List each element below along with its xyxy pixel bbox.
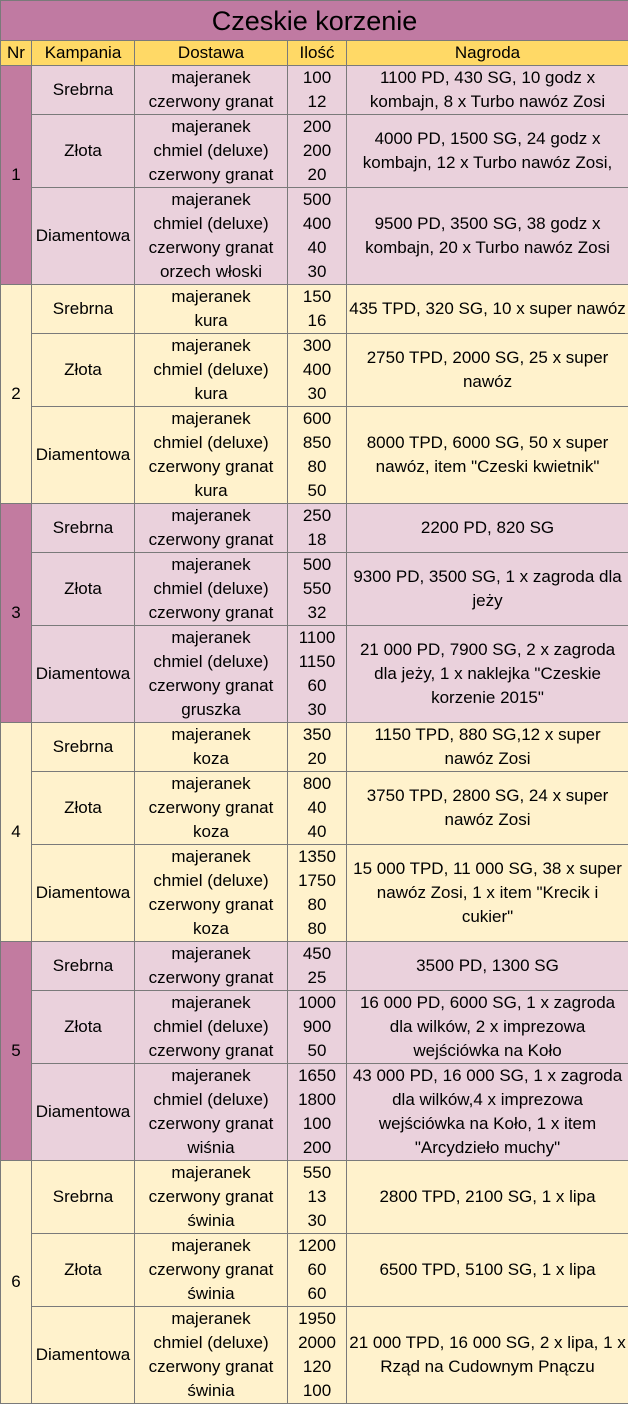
reward-text: 8000 TPD, 6000 SG, 50 x super nawóz, item "Czeski kwietnik" [347, 407, 628, 504]
table-row [1, 334, 628, 407]
delivery-item: majeranek [137, 845, 285, 869]
quantity-value: 400 [290, 212, 344, 236]
delivery-items [135, 626, 288, 723]
delivery-item: czerwony granat [137, 1258, 285, 1282]
reward-text: 2800 TPD, 2100 SG, 1 x lipa [347, 1161, 628, 1234]
table-title: Czeskie korzenie [1, 1, 628, 41]
table-row [1, 115, 628, 188]
delivery-item: chmiel (deluxe) [137, 139, 285, 163]
reward-text: 3750 TPD, 2800 SG, 24 x super nawóz Zosi [347, 772, 628, 845]
campaign-name: Srebrna [32, 723, 135, 772]
delivery-items [135, 723, 288, 772]
delivery-item: majeranek [137, 1234, 285, 1258]
quantity-value: 100 [290, 66, 344, 90]
quantity-value: 350 [290, 723, 344, 747]
reward-text: 6500 TPD, 5100 SG, 1 x lipa [347, 1234, 628, 1307]
campaign-name: Diamentowa [32, 1064, 135, 1161]
delivery-items [135, 553, 288, 626]
reward-text: 9300 PD, 3500 SG, 1 x zagroda dla jeży [347, 553, 628, 626]
reward-text: 15 000 TPD, 11 000 SG, 38 x super nawóz Zosi, 1 x item "Krecik i cukier" [347, 845, 628, 942]
delivery-quantities [288, 1234, 347, 1307]
quantity-value: 200 [290, 139, 344, 163]
quantity-value: 12 [290, 90, 344, 114]
delivery-item: świnia [137, 1209, 285, 1233]
delivery-items [135, 845, 288, 942]
table-row [1, 285, 628, 334]
delivery-item: majeranek [137, 553, 285, 577]
quantity-value: 80 [290, 893, 344, 917]
delivery-item: koza [137, 747, 285, 771]
delivery-items [135, 1161, 288, 1234]
quantity-value: 250 [290, 504, 344, 528]
delivery-item: koza [137, 820, 285, 844]
campaign-name: Diamentowa [32, 845, 135, 942]
delivery-item: czerwony granat [137, 966, 285, 990]
table-row [1, 188, 628, 285]
delivery-item: majeranek [137, 1064, 285, 1088]
reward-text: 1150 TPD, 880 SG,12 x super nawóz Zosi [347, 723, 628, 772]
delivery-item: kura [137, 382, 285, 406]
quantity-value: 80 [290, 455, 344, 479]
delivery-quantities [288, 1161, 347, 1234]
delivery-item: czerwony granat [137, 1355, 285, 1379]
delivery-item: czerwony granat [137, 674, 285, 698]
table-row [1, 1161, 628, 1234]
table-row [1, 723, 628, 772]
delivery-quantities [288, 942, 347, 991]
quantity-value: 30 [290, 698, 344, 722]
campaign-name: Złota [32, 115, 135, 188]
delivery-item: czerwony granat [137, 601, 285, 625]
quantity-value: 30 [290, 1209, 344, 1233]
table-row [1, 942, 628, 991]
quantity-value: 50 [290, 479, 344, 503]
delivery-item: majeranek [137, 942, 285, 966]
campaign-name: Diamentowa [32, 626, 135, 723]
quantity-value: 32 [290, 601, 344, 625]
quantity-value: 1950 [290, 1307, 344, 1331]
header-dostawa: Dostawa [135, 41, 288, 66]
delivery-quantities [288, 845, 347, 942]
table-row [1, 772, 628, 845]
delivery-quantities [288, 991, 347, 1064]
quantity-value: 18 [290, 528, 344, 552]
delivery-item: chmiel (deluxe) [137, 212, 285, 236]
quantity-value: 1100 [290, 626, 344, 650]
quantity-value: 450 [290, 942, 344, 966]
reward-text: 2200 PD, 820 SG [347, 504, 628, 553]
delivery-items [135, 1064, 288, 1161]
delivery-items [135, 991, 288, 1064]
table-row [1, 1307, 628, 1404]
delivery-item: czerwony granat [137, 1185, 285, 1209]
delivery-quantities [288, 1307, 347, 1404]
quantity-value: 900 [290, 1015, 344, 1039]
delivery-item: świnia [137, 1379, 285, 1403]
delivery-item: majeranek [137, 188, 285, 212]
table-row [1, 626, 628, 723]
quantity-value: 50 [290, 1039, 344, 1063]
header-nr: Nr [1, 41, 32, 66]
delivery-item: majeranek [137, 1307, 285, 1331]
quantity-value: 200 [290, 115, 344, 139]
delivery-item: czerwony granat [137, 455, 285, 479]
table-row [1, 1064, 628, 1161]
reward-text: 2750 TPD, 2000 SG, 25 x super nawóz [347, 334, 628, 407]
header-row [1, 41, 628, 66]
campaign-name: Srebrna [32, 285, 135, 334]
delivery-quantities [288, 772, 347, 845]
table-row [1, 991, 628, 1064]
campaign-name: Diamentowa [32, 188, 135, 285]
quantity-value: 150 [290, 285, 344, 309]
group-number: 4 [1, 723, 32, 942]
delivery-item: majeranek [137, 1161, 285, 1185]
reward-text: 435 TPD, 320 SG, 10 x super nawóz [347, 285, 628, 334]
delivery-item: chmiel (deluxe) [137, 1331, 285, 1355]
campaign-name: Diamentowa [32, 407, 135, 504]
quantity-value: 300 [290, 334, 344, 358]
delivery-item: chmiel (deluxe) [137, 1088, 285, 1112]
campaign-name: Złota [32, 1234, 135, 1307]
delivery-items [135, 1234, 288, 1307]
delivery-item: chmiel (deluxe) [137, 577, 285, 601]
quantity-value: 40 [290, 796, 344, 820]
delivery-item: majeranek [137, 991, 285, 1015]
reward-text: 21 000 PD, 7900 SG, 2 x zagroda dla jeży, 1 x naklejka "Czeskie korzenie 2015" [347, 626, 628, 723]
delivery-item: chmiel (deluxe) [137, 1015, 285, 1039]
delivery-quantities [288, 285, 347, 334]
delivery-item: chmiel (deluxe) [137, 358, 285, 382]
delivery-item: chmiel (deluxe) [137, 431, 285, 455]
delivery-items [135, 407, 288, 504]
delivery-item: gruszka [137, 698, 285, 722]
quantity-value: 25 [290, 966, 344, 990]
quantity-value: 1200 [290, 1234, 344, 1258]
campaign-name: Diamentowa [32, 1307, 135, 1404]
header-kampania: Kampania [32, 41, 135, 66]
quantity-value: 100 [290, 1112, 344, 1136]
table-row [1, 504, 628, 553]
campaign-name: Srebrna [32, 1161, 135, 1234]
table-row [1, 1234, 628, 1307]
header-nagroda: Nagroda [347, 41, 628, 66]
campaign-name: Złota [32, 553, 135, 626]
delivery-quantities [288, 334, 347, 407]
campaign-name: Srebrna [32, 504, 135, 553]
delivery-items [135, 942, 288, 991]
quantity-value: 120 [290, 1355, 344, 1379]
quantity-value: 550 [290, 577, 344, 601]
delivery-item: wiśnia [137, 1136, 285, 1160]
delivery-item: majeranek [137, 285, 285, 309]
delivery-item: czerwony granat [137, 528, 285, 552]
delivery-item: kura [137, 479, 285, 503]
delivery-item: majeranek [137, 66, 285, 90]
delivery-item: świnia [137, 1282, 285, 1306]
quantity-value: 600 [290, 407, 344, 431]
quantity-value: 500 [290, 188, 344, 212]
delivery-item: orzech włoski [137, 260, 285, 284]
table-row [1, 845, 628, 942]
table-row [1, 407, 628, 504]
quantity-value: 200 [290, 1136, 344, 1160]
delivery-item: majeranek [137, 115, 285, 139]
reward-text: 4000 PD, 1500 SG, 24 godz x kombajn, 12 x Turbo nawóz Zosi, [347, 115, 628, 188]
reward-text: 3500 PD, 1300 SG [347, 942, 628, 991]
group-number: 2 [1, 285, 32, 504]
delivery-item: majeranek [137, 334, 285, 358]
table-row [1, 553, 628, 626]
quantity-value: 60 [290, 1258, 344, 1282]
delivery-item: majeranek [137, 407, 285, 431]
reward-text: 21 000 TPD, 16 000 SG, 2 x lipa, 1 x Rząd na Cudownym Pnączu [347, 1307, 628, 1404]
delivery-item: majeranek [137, 626, 285, 650]
table-row [1, 66, 628, 115]
delivery-quantities [288, 188, 347, 285]
delivery-quantities [288, 115, 347, 188]
campaign-name: Srebrna [32, 66, 135, 115]
delivery-item: chmiel (deluxe) [137, 650, 285, 674]
reward-text: 9500 PD, 3500 SG, 38 godz x kombajn, 20 x Turbo nawóz Zosi [347, 188, 628, 285]
delivery-items [135, 334, 288, 407]
quantity-value: 80 [290, 917, 344, 941]
delivery-quantities [288, 66, 347, 115]
quantity-value: 100 [290, 1379, 344, 1403]
quantity-value: 30 [290, 382, 344, 406]
quantity-value: 550 [290, 1161, 344, 1185]
table-body [1, 66, 628, 1404]
delivery-item: chmiel (deluxe) [137, 869, 285, 893]
quantity-value: 400 [290, 358, 344, 382]
delivery-item: czerwony granat [137, 90, 285, 114]
delivery-item: czerwony granat [137, 893, 285, 917]
delivery-quantities [288, 626, 347, 723]
quantity-value: 1000 [290, 991, 344, 1015]
header-ilosc: Ilość [288, 41, 347, 66]
quantity-value: 30 [290, 260, 344, 284]
delivery-items [135, 188, 288, 285]
quantity-value: 800 [290, 772, 344, 796]
quantity-value: 500 [290, 553, 344, 577]
delivery-items [135, 772, 288, 845]
delivery-item: czerwony granat [137, 796, 285, 820]
delivery-quantities [288, 1064, 347, 1161]
group-number: 5 [1, 942, 32, 1161]
delivery-item: majeranek [137, 723, 285, 747]
delivery-items [135, 285, 288, 334]
group-number: 1 [1, 66, 32, 285]
delivery-item: koza [137, 917, 285, 941]
quantity-value: 1650 [290, 1064, 344, 1088]
delivery-item: czerwony granat [137, 1112, 285, 1136]
delivery-items [135, 1307, 288, 1404]
delivery-items [135, 504, 288, 553]
delivery-item: czerwony granat [137, 236, 285, 260]
reward-text: 1100 PD, 430 SG, 10 godz x kombajn, 8 x Turbo nawóz Zosi [347, 66, 628, 115]
delivery-item: majeranek [137, 504, 285, 528]
quantity-value: 60 [290, 1282, 344, 1306]
delivery-items [135, 66, 288, 115]
quantity-value: 1150 [290, 650, 344, 674]
quantity-value: 1750 [290, 869, 344, 893]
delivery-items [135, 115, 288, 188]
reward-text: 16 000 PD, 6000 SG, 1 x zagroda dla wilków, 2 x imprezowa wejściówka na Koło [347, 991, 628, 1064]
quantity-value: 2000 [290, 1331, 344, 1355]
group-number: 6 [1, 1161, 32, 1404]
reward-text: 43 000 PD, 16 000 SG, 1 x zagroda dla wilków,4 x imprezowa wejściówka na Koło, 1 x item "Arcydzieło muchy" [347, 1064, 628, 1161]
quantity-value: 60 [290, 674, 344, 698]
delivery-quantities [288, 504, 347, 553]
quantity-value: 40 [290, 236, 344, 260]
campaign-name: Złota [32, 772, 135, 845]
delivery-item: majeranek [137, 772, 285, 796]
quantity-value: 20 [290, 163, 344, 187]
quantity-value: 13 [290, 1185, 344, 1209]
quantity-value: 1800 [290, 1088, 344, 1112]
quantity-value: 20 [290, 747, 344, 771]
quantity-value: 40 [290, 820, 344, 844]
quantity-value: 16 [290, 309, 344, 333]
campaign-name: Złota [32, 334, 135, 407]
delivery-item: czerwony granat [137, 1039, 285, 1063]
delivery-quantities [288, 553, 347, 626]
delivery-quantities [288, 407, 347, 504]
delivery-item: kura [137, 309, 285, 333]
quantity-value: 1350 [290, 845, 344, 869]
campaign-name: Złota [32, 991, 135, 1064]
campaign-name: Srebrna [32, 942, 135, 991]
delivery-item: czerwony granat [137, 163, 285, 187]
group-number: 3 [1, 504, 32, 723]
quantity-value: 850 [290, 431, 344, 455]
delivery-quantities [288, 723, 347, 772]
